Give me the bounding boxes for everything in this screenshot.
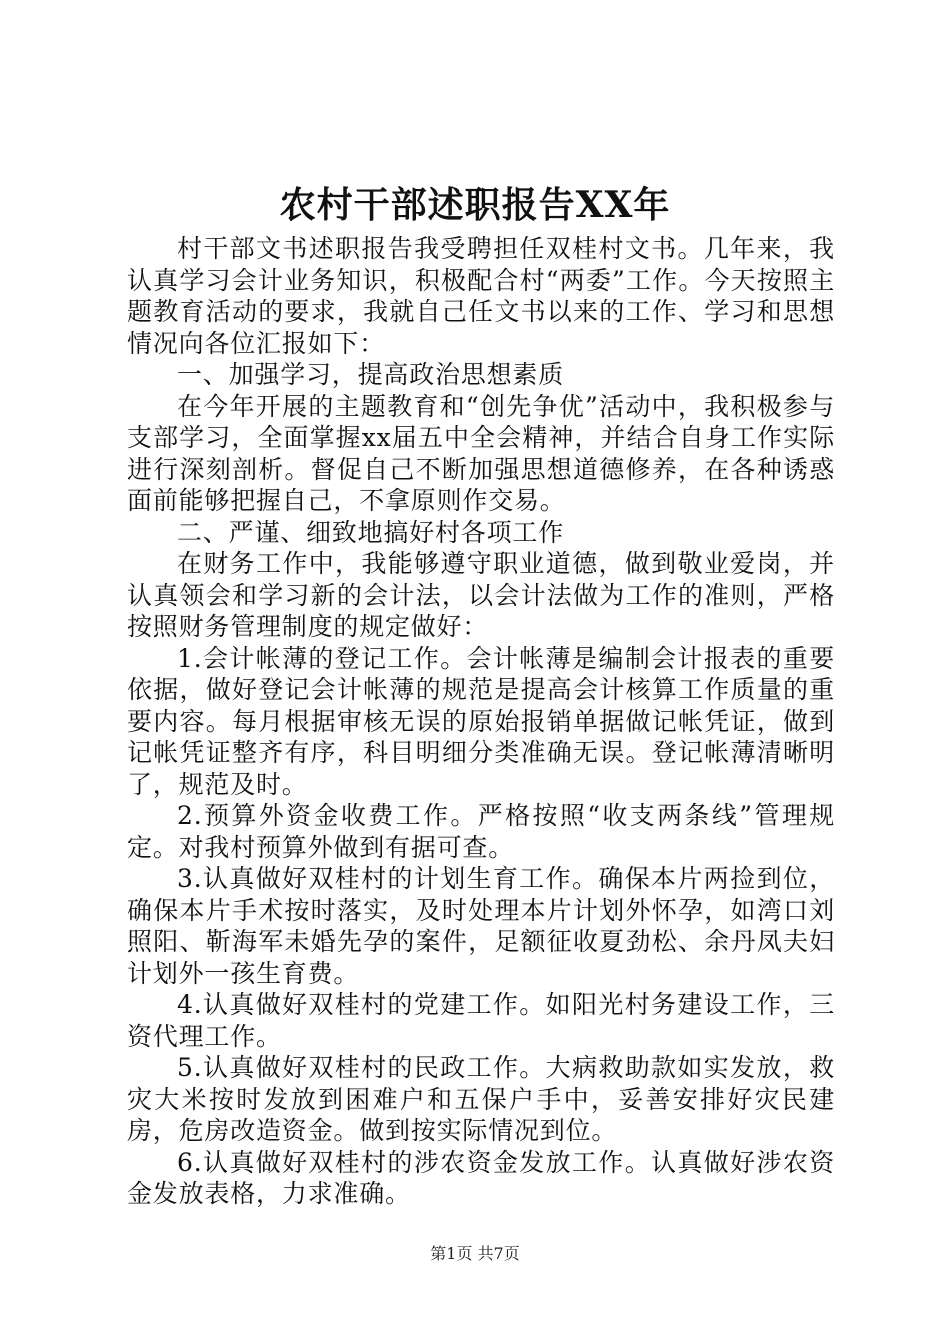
document-body bbox=[127, 233, 835, 1210]
list-item-4: 4.认真做好双桂村的党建工作。如阳光村务建设工作，三资代理工作。 bbox=[127, 990, 835, 1051]
page-indicator: 第1页 共7页 bbox=[430, 1244, 520, 1263]
paragraph-study: 在今年开展的主题教育和“创先争优”活动中，我积极参与支部学习，全面掌握xx届五中全会精神，并结合自身工作实际进行深刻剖析。督促自己不断加强思想道德修养，在各种诱惑面前能够把握自己，不拿原则作交易。 bbox=[127, 391, 835, 515]
list-item-2: 2.预算外资金收费工作。严格按照“收支两条线”管理规定。对我村预算外做到有据可查。 bbox=[127, 801, 835, 862]
list-item-6: 6.认真做好双桂村的涉农资金发放工作。认真做好涉农资金发放表格，力求准确。 bbox=[127, 1147, 835, 1208]
section-heading-1: 一、加强学习，提高政治思想素质 bbox=[177, 360, 565, 389]
paragraph-intro: 村干部文书述职报告我受聘担任双桂村文书。几年来，我认真学习会计业务知识，积极配合村“两委”工作。今天按照主题教育活动的要求，我就自己任文书以来的工作、学习和思想情况向各位汇报如下： bbox=[127, 234, 835, 358]
list-item-3: 3.认真做好双桂村的计划生育工作。确保本片两捡到位，确保本片手术按时落实，及时处理本片计划外怀孕，如湾口刘照阳、靳海军未婚先孕的案件，足额征收夏劲松、余丹凤夫妇计划外一孩生育费。 bbox=[127, 864, 835, 988]
paragraph-finance: 在财务工作中，我能够遵守职业道德，做到敬业爱岗，并认真领会和学习新的会计法，以会计法做为工作的准则，严格按照财务管理制度的规定做好： bbox=[127, 549, 835, 641]
list-item-1: 1.会计帐薄的登记工作。会计帐薄是编制会计报表的重要依据，做好登记会计帐薄的规范是提高会计核算工作质量的重要内容。每月根据审核无误的原始报销单据做记帐凭证，做到记帐凭证整齐有序，科目明细分类准确无误。登记帐薄清晰明了，规范及时。 bbox=[127, 643, 835, 799]
list-item-5: 5.认真做好双桂村的民政工作。大病救助款如实发放，救灾大米按时发放到困难户和五保户手中，妥善安排好灾民建房，危房改造资金。做到按实际情况到位。 bbox=[127, 1053, 835, 1145]
document-title: 农村干部述职报告XX年 bbox=[279, 184, 671, 226]
section-heading-2: 二、严谨、细致地搞好村各项工作 bbox=[177, 517, 565, 547]
